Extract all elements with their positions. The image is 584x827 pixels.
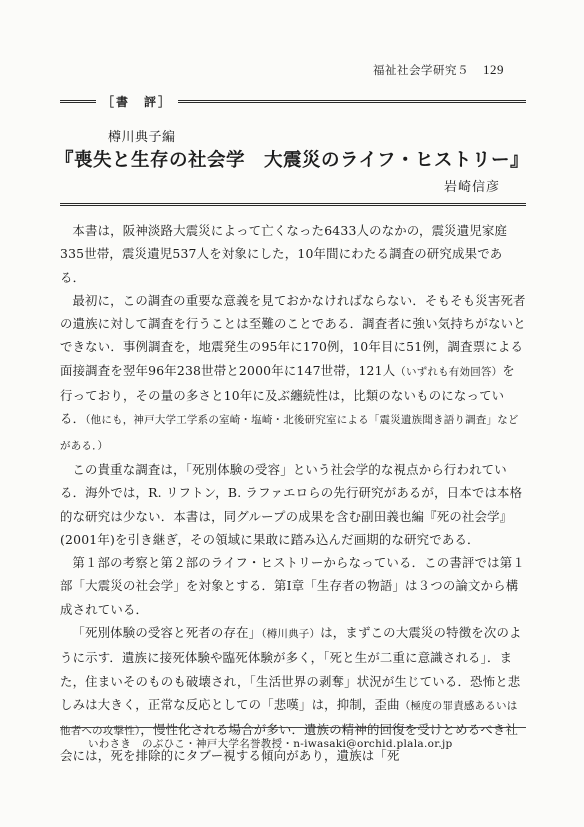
- book-title: 『喪失と生存の社会学 大震災のライフ・ヒストリー』: [55, 150, 529, 171]
- paragraph-2-text: 最初に，この調査の重要な意義を見ておかなければならない．そもそも災害死者の遺族に対して調査を行うことは至難のことである．調査者に強い気持ちがないとできない．事例調査を，地震発生の95年に170例，10年目に51例，調査票による面接調査を翌年96年238世帯と2000年に147世帯，121人: [60, 292, 526, 378]
- paragraph-3: この貴重な調査は，「死別体験の受容」という社会学的な視点から行われている．海外では，R. リフトン，B. ラファエロらの先行研究があるが，日本では本格的な研究は少ない．本書は，同グループの成果を含む副田義也編『死の社会学』(2001年)を引き継ぎ，その領域に果敢に踏み込んだ画期的な研究である．: [60, 461, 523, 547]
- journal-title: 福祉社会学研究５: [373, 63, 469, 77]
- paragraph-5-text-cont: ，慢性化される場合が多い．遺族の精神的回復を受けとめるべき社会には，死を排除的にタブー視する傾向があり，遺族は「死: [60, 722, 519, 763]
- paragraph-5-note: （極度の罪責感あるいは他者への攻撃性）: [60, 699, 518, 738]
- footnote-rule: [60, 727, 526, 728]
- page-number: 129: [483, 62, 504, 77]
- double-rule-right: [178, 100, 526, 103]
- paragraph-2: [60, 289, 526, 458]
- paragraph-5-title: 「死別体験の受容と死者の存在」: [72, 625, 262, 641]
- paragraph-2-note: （いずれも有効回答）: [395, 365, 503, 378]
- paragraph-2-aside: （他にも，神戸大学工学系の室崎・塩崎・北後研究室による「震災遺族聞き語り調査」などがある．）: [60, 414, 519, 452]
- book-editor: 樽川典子編: [108, 130, 176, 145]
- author-footnote: いわさき のぶひこ・神戸大学名誉教授・n-iwasaki@orchid.plala.or.jp: [88, 738, 453, 750]
- double-rule-left: [60, 100, 96, 103]
- paragraph-5-text: は，まずこの大震災の特徴を次のように示す．遺族に接死体験や臨死体験が多く，「死と生が二重に意識される」．また，住まいそのものも破壊され，「生活世界の剥奪」状況が生じている．恐怖と悲しみは大きく，正常な反応としての「悲嘆」は，抑制，歪曲: [60, 625, 522, 712]
- paragraph-1: 本書は，阪神淡路大震災によって亡くなった6433人のなかの，震災遺児家庭335世帯，震災遺児537人を対象にした，10年間にわたる調査の研究成果である．: [60, 223, 508, 285]
- paragraph-2-text-cont: を行っており，その量の多さと10年に及ぶ纏続性は，比類のないものになっている．: [60, 362, 515, 427]
- paragraph-4: 第１部の考察と第２部のライフ・ヒストリーからなっている．この書評では第１部「大震災の社会学」を対象とする．第Ⅰ章「生存者の物語」は３つの論文から構成されている．: [60, 555, 525, 617]
- section-label: ［書 評］: [102, 94, 173, 109]
- paragraph-5-author: （樽川典子）: [261, 628, 321, 641]
- title-double-rule: [60, 203, 526, 206]
- running-header: [373, 62, 504, 78]
- review-body: [60, 219, 526, 767]
- reviewer-name: 岩崎信彦: [443, 180, 500, 195]
- section-header: [60, 92, 526, 110]
